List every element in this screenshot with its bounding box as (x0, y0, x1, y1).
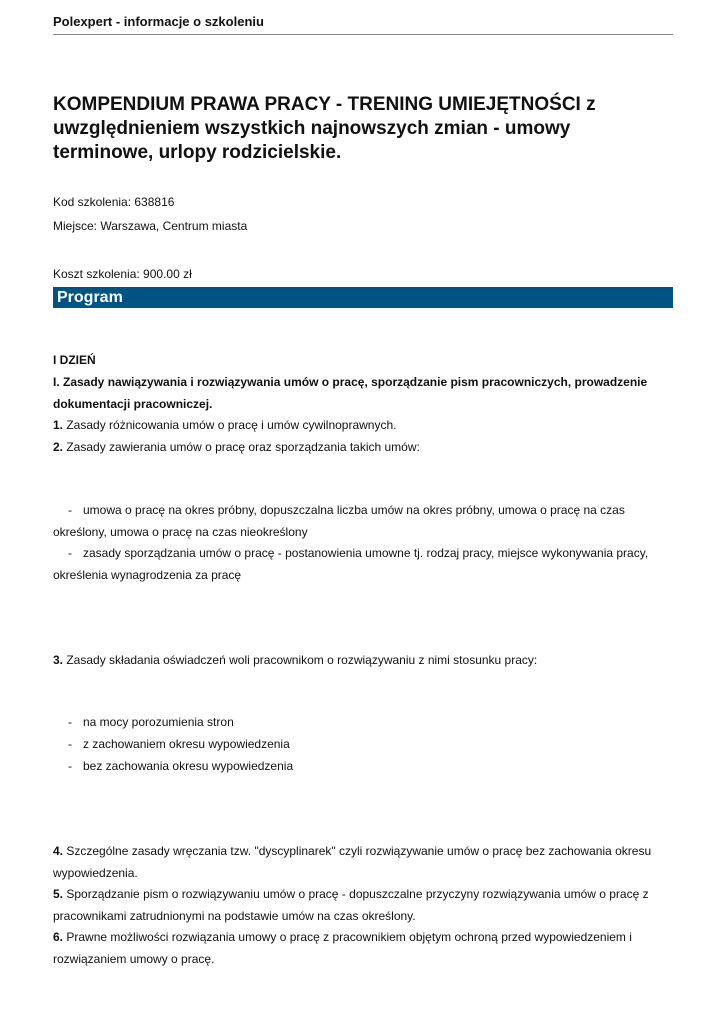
item-text: Zasady różnicowania umów o pracę i umów cywilnoprawnych. (63, 418, 397, 432)
program-item-5 (53, 884, 673, 927)
item-number: 2. (53, 440, 64, 454)
item-number: 3. (53, 653, 64, 667)
section-title: I. Zasady nawiązywania i rozwiązywania umów o pracę, sporządzanie pism pracowniczych, prowadzenie dokumentacji pracowniczej. (53, 375, 648, 411)
program-item-2 (53, 437, 673, 459)
item-number: 1. (53, 418, 64, 432)
list-item (53, 500, 673, 543)
list-item (53, 734, 673, 756)
page-header (53, 14, 673, 35)
item-number: 5. (53, 887, 64, 901)
bullet-dash: - (68, 737, 72, 751)
bullet-text: na mocy porozumienia stron (83, 715, 234, 729)
item-text: Prawne możliwości rozwiązania umowy o pracę z pracownikiem objętym ochroną przed wypowiedzeniem i rozwiązaniem umowy o pracę. (53, 930, 632, 966)
item-text: Zasady zawierania umów o pracę oraz sporządzania takich umów: (63, 440, 420, 454)
list-item (53, 712, 673, 734)
program-item-6 (53, 927, 673, 970)
list-item (53, 756, 673, 778)
bullet-dash: - (68, 715, 72, 729)
bullet-text: umowa o pracę na okres próbny, dopuszczalna liczba umów na okres próbny, umowa o pracę na czas określony, umowa o pracę na czas nieokreślony (53, 503, 625, 539)
program-heading-label: Program (57, 289, 123, 306)
bullet-text: bez zachowania okresu wypowiedzenia (83, 759, 294, 773)
item-number: 4. (53, 844, 64, 858)
day-label: I DZIEŃ (53, 353, 96, 367)
program-item-4 (53, 841, 673, 884)
program-item-3 (53, 650, 673, 672)
item-text: Szczególne zasady wręczania tzw. "dyscyplinarek" czyli rozwiązywanie umów o pracę bez zachowania okresu wypowiedzenia. (53, 844, 652, 880)
item-text: Sporządzanie pism o rozwiązywaniu umów o pracę - dopuszczalne przyczyny rozwiązywania umów o pracę z pracownikami zatrudnionymi na podstawie umów na czas określony. (53, 887, 649, 923)
bullet-text: z zachowaniem okresu wypowiedzenia (83, 737, 290, 751)
list-item (53, 543, 673, 586)
item-number: 6. (53, 930, 64, 944)
bullet-dash: - (68, 546, 72, 560)
item-text: Zasady składania oświadczeń woli pracownikom o rozwiązywaniu z nimi stosunku pracy: (63, 653, 538, 667)
course-code: Kod szkolenia: 638816 (53, 195, 175, 209)
bullet-dash: - (68, 759, 72, 773)
header-title: Polexpert - informacje o szkoleniu (53, 14, 264, 29)
program-heading (53, 287, 673, 308)
course-place: Miejsce: Warszawa, Centrum miasta (53, 219, 248, 233)
course-title: KOMPENDIUM PRAWA PRACY - TRENING UMIEJĘTNOŚCI z uwzględnieniem wszystkich najnowszych zmian - umowy terminowe, urlopy rodzicielskie. (53, 94, 596, 163)
bullet-dash: - (68, 503, 72, 517)
bullet-text: zasady sporządzania umów o pracę - postanowienia umowne tj. rodzaj pracy, miejsce wykonywania pracy, określenia wynagrodzenia za pracę (53, 546, 649, 582)
program-item-1 (53, 415, 673, 437)
course-cost: Koszt szkolenia: 900.00 zł (53, 267, 192, 281)
